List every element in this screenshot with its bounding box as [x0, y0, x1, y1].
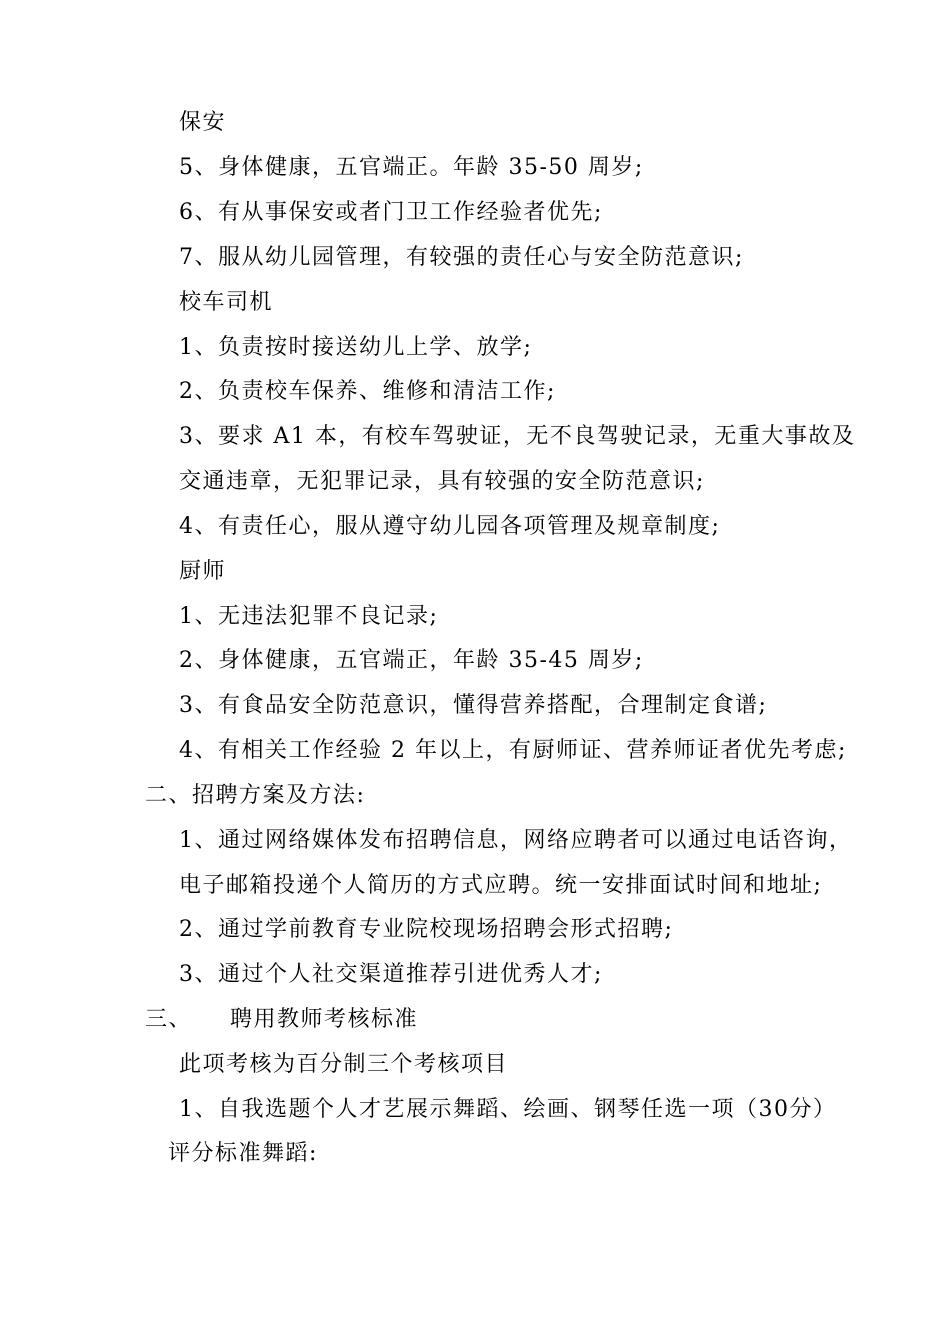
driver-item-3-cont: 交通违章，无犯罪记录，具有较强的安全防范意识; — [179, 469, 705, 494]
recruit-item-3: 3、通过个人社交渠道推荐引进优秀人才; — [179, 962, 603, 987]
recruit-heading: 二、招聘方案及方法: — [145, 783, 366, 808]
chef-item-3: 3、有食品安全防范意识，懂得营养搭配，合理制定食谱; — [179, 693, 768, 718]
section-title-guard: 保安 — [179, 110, 227, 135]
chef-item-2: 2、身体健康，五官端正，年龄 35-45 周岁; — [179, 648, 644, 673]
recruit-item-1: 1、通过网络媒体发布招聘信息，网络应聘者可以通过电话咨询， — [179, 828, 853, 853]
section-title-chef: 厨师 — [179, 559, 227, 584]
assessment-heading-number: 三、 — [145, 1007, 193, 1032]
assessment-intro: 此项考核为百分制三个考核项目 — [179, 1052, 509, 1077]
chef-item-1: 1、无违法犯罪不良记录; — [179, 604, 439, 629]
guard-item-7: 7、服从幼儿园管理，有较强的责任心与安全防范意识; — [179, 245, 744, 270]
assessment-item-1: 1、自我选题个人才艺展示舞蹈、绘画、钢琴任选一项（30分） — [179, 1097, 837, 1122]
assessment-heading-text: 聘用教师考核标准 — [230, 1007, 419, 1032]
driver-item-1: 1、负责按时接送幼儿上学、放学; — [179, 335, 533, 360]
guard-item-5: 5、身体健康，五官端正。年龄 35-50 周岁; — [179, 155, 644, 180]
guard-item-6: 6、有从事保安或者门卫工作经验者优先; — [179, 200, 603, 225]
section-title-driver: 校车司机 — [179, 290, 274, 315]
driver-item-4: 4、有责任心，服从遵守幼儿园各项管理及规章制度; — [179, 514, 721, 539]
chef-item-4: 4、有相关工作经验 2 年以上，有厨师证、营养师证者优先考虑; — [179, 738, 847, 763]
assessment-heading — [145, 1005, 418, 1035]
driver-item-3: 3、要求 A1 本，有校车驾驶证，无不良驾驶记录，无重大事故及 — [179, 424, 856, 449]
recruit-item-1-cont: 电子邮箱投递个人简历的方式应聘。统一安排面试时间和地址; — [179, 873, 823, 898]
dance-scoring-label: 评分标准舞蹈: — [168, 1141, 318, 1166]
recruit-item-2: 2、通过学前教育专业院校现场招聘会形式招聘; — [179, 917, 674, 942]
driver-item-2: 2、负责校车保养、维修和清洁工作; — [179, 379, 556, 404]
